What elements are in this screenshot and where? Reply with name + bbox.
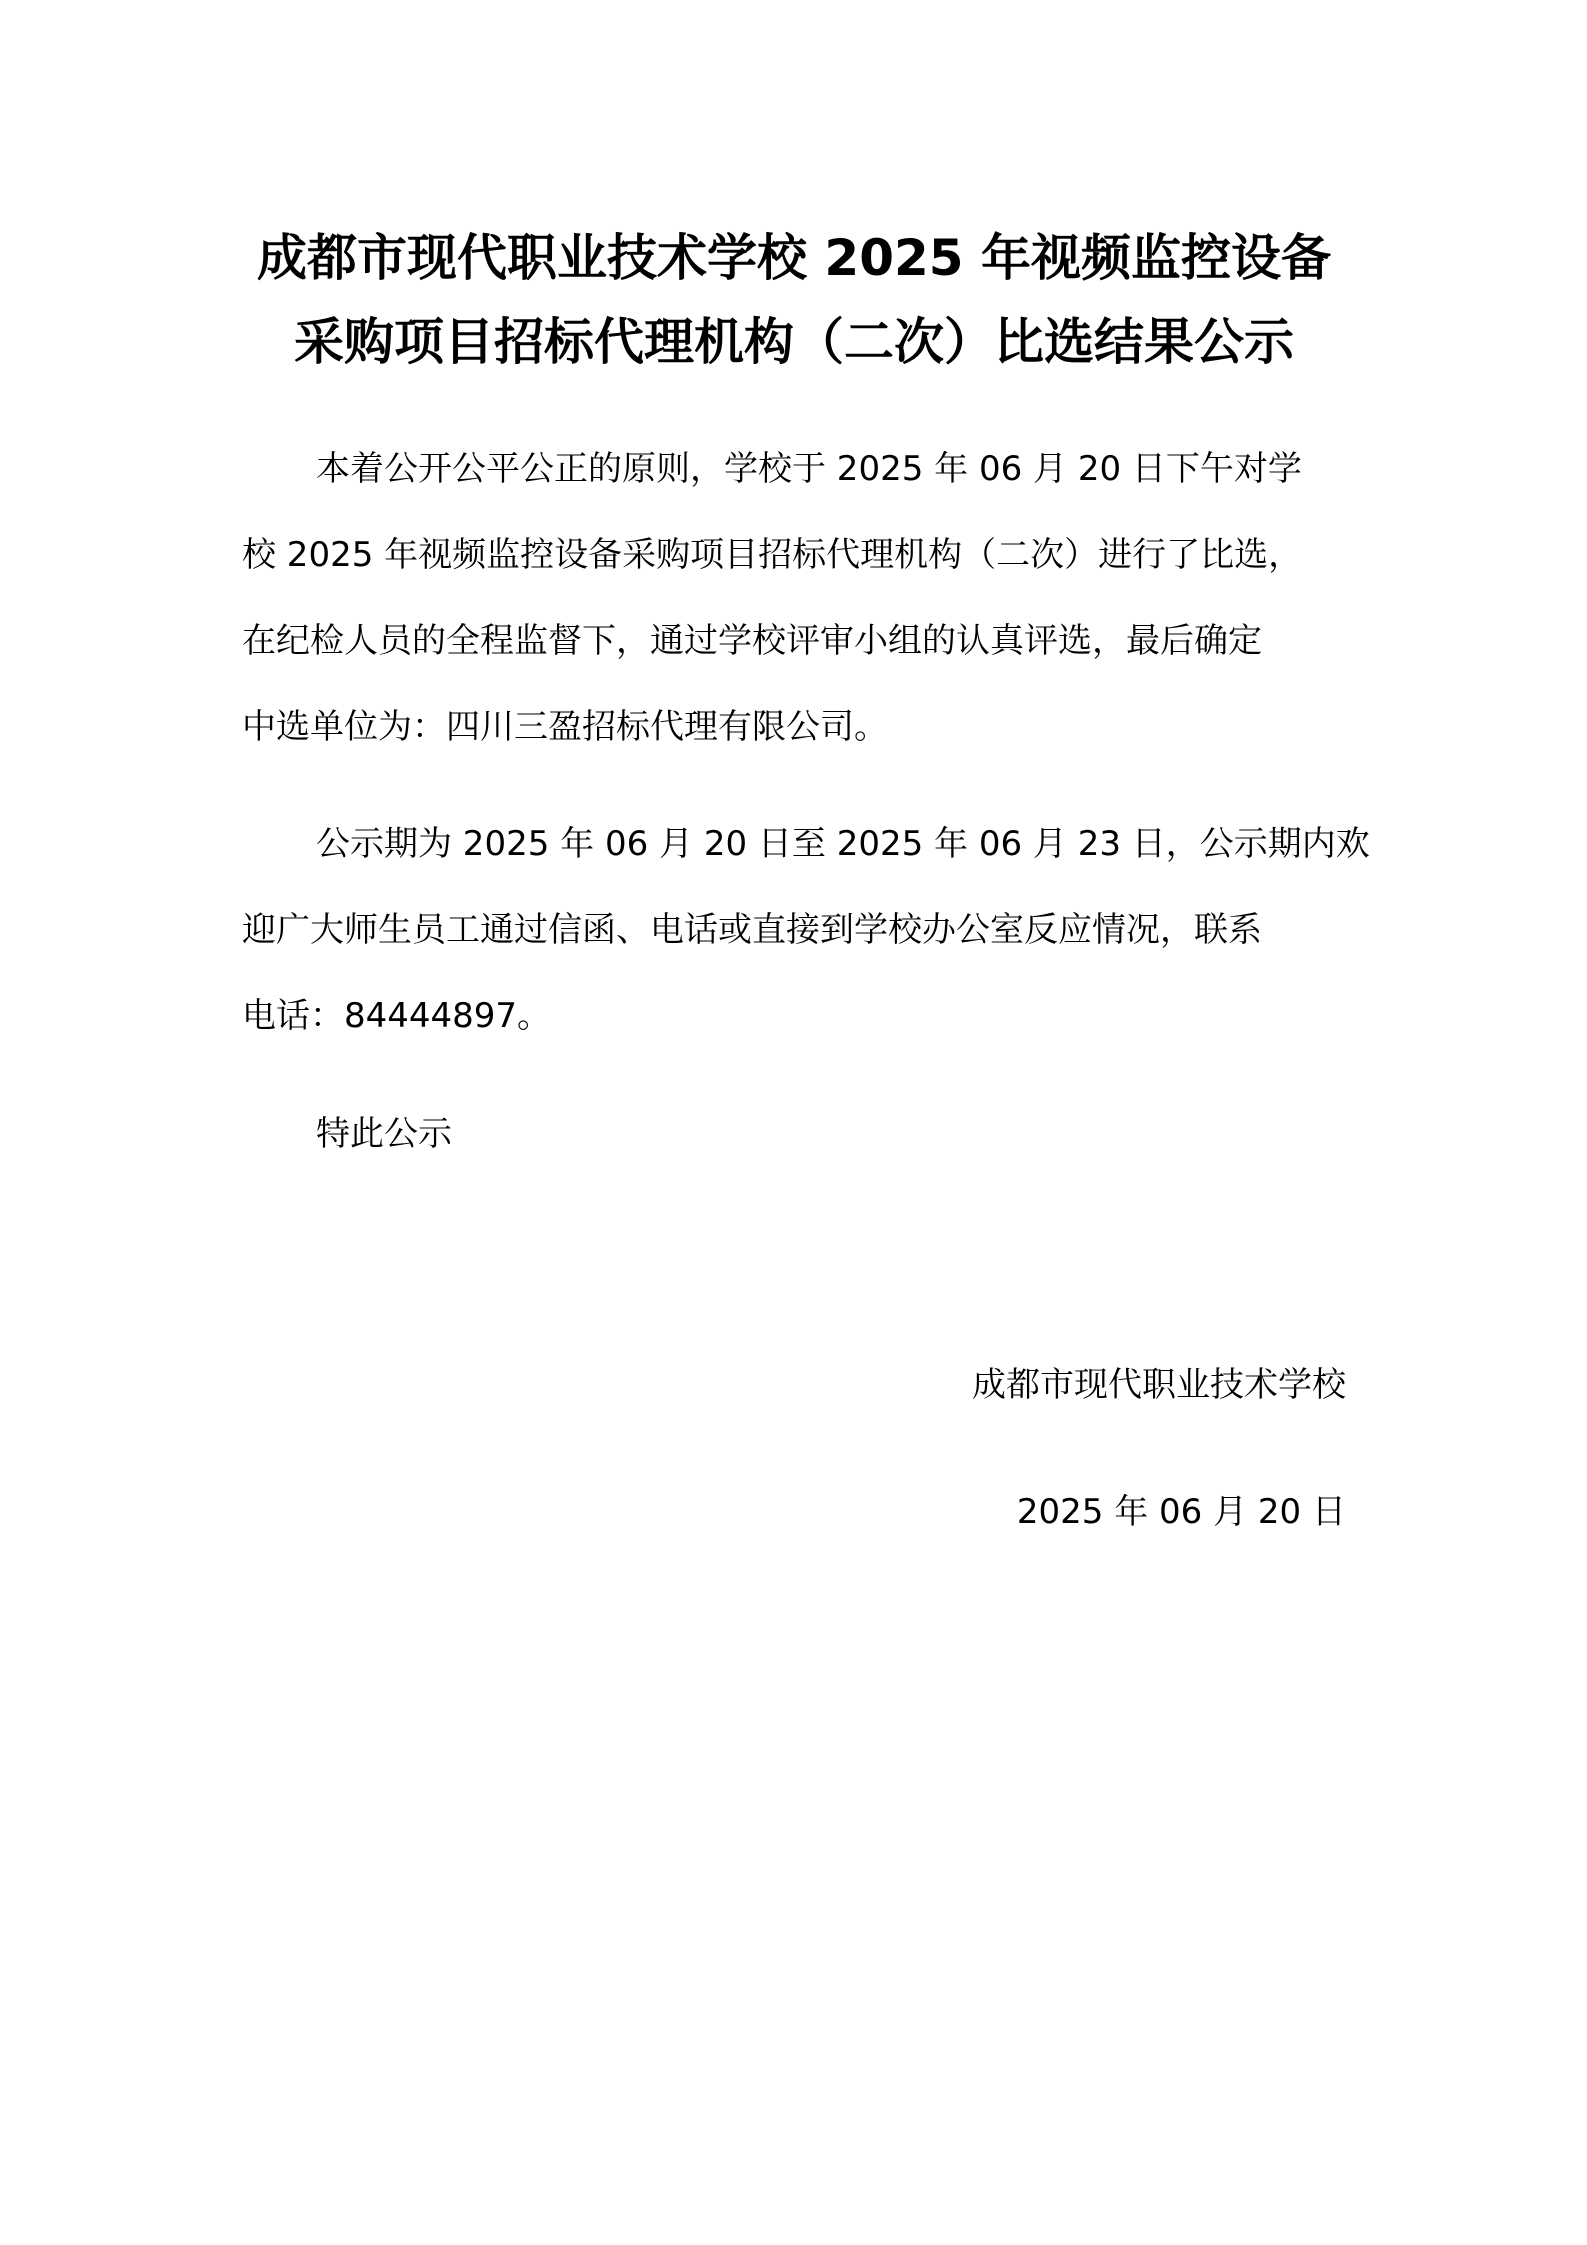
publicity-period-paragraph [242, 801, 1370, 1059]
signature-date: 2025 年 06 月 20 日 [1016, 1492, 1346, 1532]
announcement-paragraph [242, 426, 1346, 770]
paragraph-line: 本着公开公平公正的原则，学校于 2025 年 06 月 20 日下午对学 [316, 449, 1302, 489]
paragraph-line: 特此公示 [316, 1114, 452, 1154]
closing-statement [242, 1091, 1346, 1177]
document-title-line-1: 成都市现代职业技术学校 2025 年视频监控设备 [257, 229, 1331, 287]
paragraph-line: 校 2025 年视频监控设备采购项目招标代理机构（二次）进行了比选， [242, 535, 1303, 575]
paragraph-line: 在纪检人员的全程监督下，通过学校评审小组的认真评选，最后确定 [242, 621, 1262, 661]
paragraph-line: 中选单位为：四川三盈招标代理有限公司。 [242, 707, 888, 747]
document-title-line-2: 采购项目招标代理机构（二次）比选结果公示 [294, 313, 1294, 371]
paragraph-line: 公示期为 2025 年 06 月 20 日至 2025 年 06 月 23 日，公示期内欢 [316, 824, 1370, 864]
paragraph-line: 电话：84444897。 [242, 996, 552, 1036]
signature-organization: 成都市现代职业技术学校 [972, 1365, 1346, 1405]
paragraph-line: 迎广大师生员工通过信函、电话或直接到学校办公室反应情况，联系 [242, 910, 1262, 950]
